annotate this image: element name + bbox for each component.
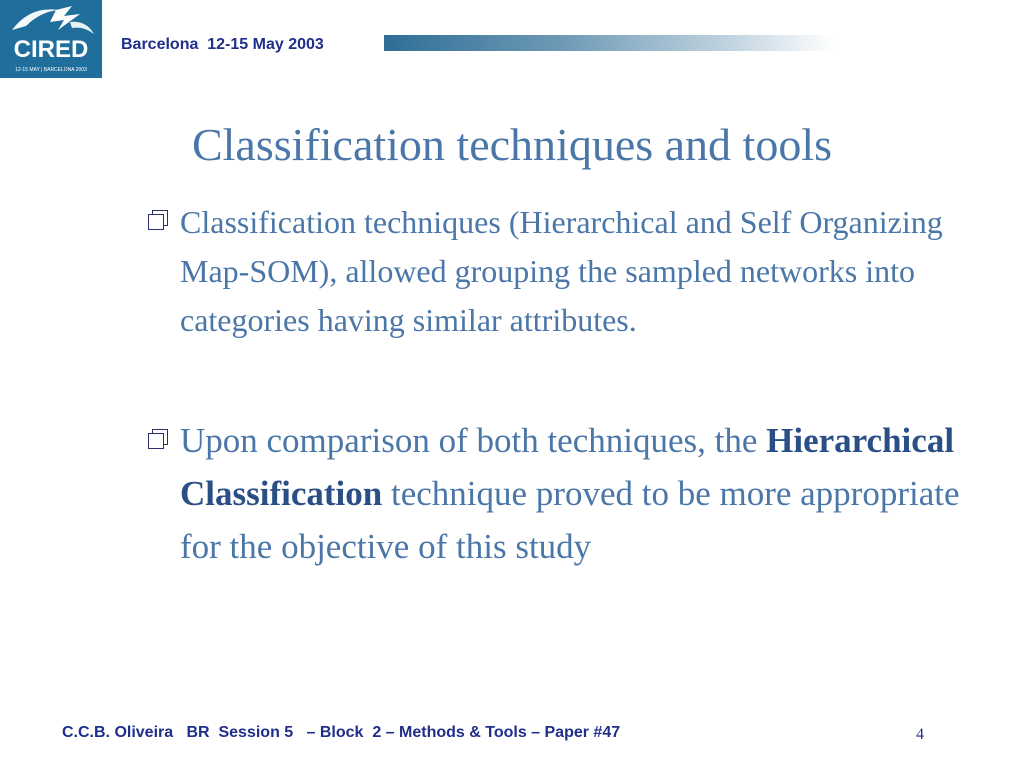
- slide-title: [0, 118, 1024, 171]
- bullet-text-1: Classification techniques (Hierarchical and Self Organizing Map-SOM), allowed grouping the sampled networks into categories having similar attributes.: [180, 204, 943, 338]
- logo-text: CIRED: [13, 36, 89, 63]
- footer-text: C.C.B. Oliveira BR Session 5 – Block 2 – Methods & Tools – Paper #47: [62, 724, 621, 741]
- header-gradient-bar: [384, 35, 834, 51]
- hollow-square-bullet-icon: [148, 429, 168, 449]
- bullet-text-2: [180, 414, 988, 573]
- cired-logo: [0, 0, 102, 78]
- page-number: 4: [916, 726, 924, 743]
- hierarchical-classification-term: Hierarchical Classification: [180, 421, 955, 513]
- logo-subtext: 12-15 MAY | BARCELONA 2003: [15, 67, 87, 73]
- bullet-item-1: [148, 198, 988, 345]
- bullet-text-2-before: Upon comparison of both techniques, the: [180, 421, 767, 460]
- bullet-item-2: [148, 414, 988, 573]
- header-date: Barcelona 12-15 May 2003: [121, 36, 324, 53]
- bullet-text-2-after: technique proved to be more appropriate for the objective of this study: [180, 474, 960, 566]
- slide-title-text: Classification techniques and tools: [191, 119, 833, 170]
- hollow-square-bullet-icon: [148, 210, 168, 230]
